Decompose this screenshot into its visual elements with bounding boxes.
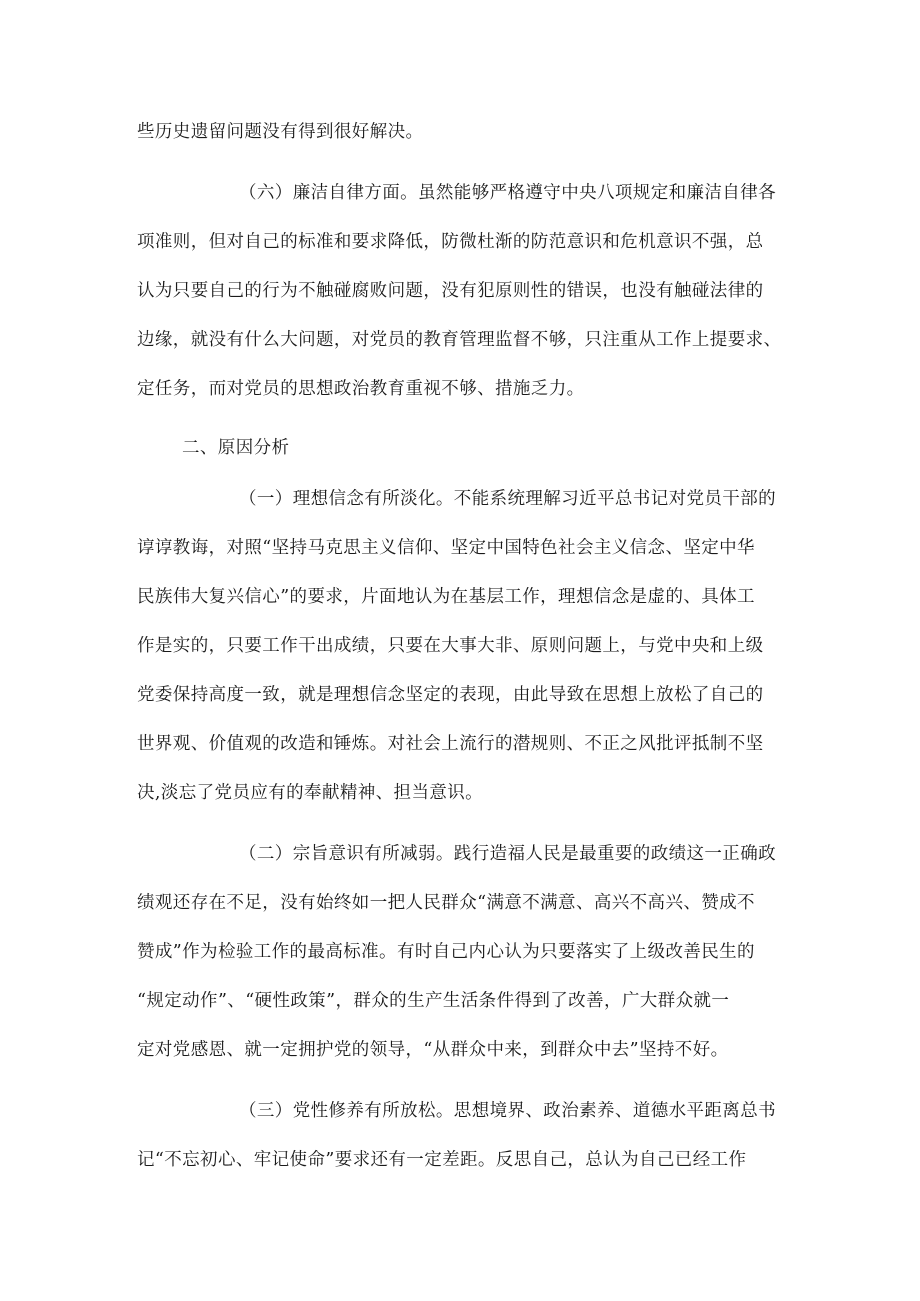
text-line: 民族伟大复兴信心”的要求，片面地认为在基层工作，理想信念是虚的、具体工 bbox=[137, 587, 755, 607]
text-line: （二）宗旨意识有所减弱。践行造福人民是最重要的政绩这一正确政 bbox=[239, 844, 776, 864]
text-line: 定任务，而对党员的思想政治教育重视不够、措施乏力。 bbox=[137, 379, 585, 399]
text-line: 定对党感恩、就一定拥护党的领导，“从群众中来，到群众中去”坚持不好。 bbox=[137, 1040, 729, 1060]
text-line: 绩观还存在不足，没有始终如一把人民群众“满意不满意、高兴不高兴、赞成不 bbox=[137, 893, 755, 913]
text-line: 决,淡忘了党员应有的奉献精神、担当意识。 bbox=[137, 783, 484, 803]
text-line: （一）理想信念有所淡化。不能系统理解习近平总书记对党员干部的 bbox=[239, 489, 776, 509]
text-line: 些历史遗留问题没有得到很好解决。 bbox=[137, 122, 424, 142]
text-line: 项准则，但对自己的标准和要求降低，防微杜渐的防范意识和危机意识不强，总 bbox=[137, 232, 764, 252]
text-line: 赞成”作为检验工作的最高标准。有时自己内心认为只要落实了上级改善民生的 bbox=[137, 942, 755, 962]
text-line: 世界观、价值观的改造和锤炼。对社会上流行的潜规则、不正之风批评抵制不坚 bbox=[137, 734, 764, 754]
text-line: 边缘，就没有什么大问题，对党员的教育管理监督不够，只注重从工作上提要求、 bbox=[137, 330, 782, 350]
text-line: （三）党性修养有所放松。思想境界、政治素养、道德水平距离总书 bbox=[239, 1101, 776, 1121]
text-line: 认为只要自己的行为不触碰腐败问题，没有犯原则性的错误，也没有触碰法律的 bbox=[137, 281, 764, 301]
heading-text: 二、原因分析 bbox=[182, 438, 290, 458]
text-line: 作是实的，只要工作干出成绩，只要在大事大非、原则问题上，与党中央和上级 bbox=[137, 636, 764, 656]
text-line: 记“不忘初心、牢记使命”要求还有一定差距。反思自己，总认为自己已经工作 bbox=[137, 1150, 747, 1170]
text-line: 党委保持高度一致，就是理想信念坚定的表现，由此导致在思想上放松了自己的 bbox=[137, 685, 764, 705]
text-line: （六）廉洁自律方面。虽然能够严格遵守中央八项规定和廉洁自律各 bbox=[239, 183, 776, 203]
text-line: 谆谆教诲，对照“坚持马克思主义信仰、坚定中国特色社会主义信念、坚定中华 bbox=[137, 538, 755, 558]
text-line: “规定动作”、“硬性政策”，群众的生产生活条件得到了改善，广大群众就一 bbox=[137, 991, 730, 1011]
